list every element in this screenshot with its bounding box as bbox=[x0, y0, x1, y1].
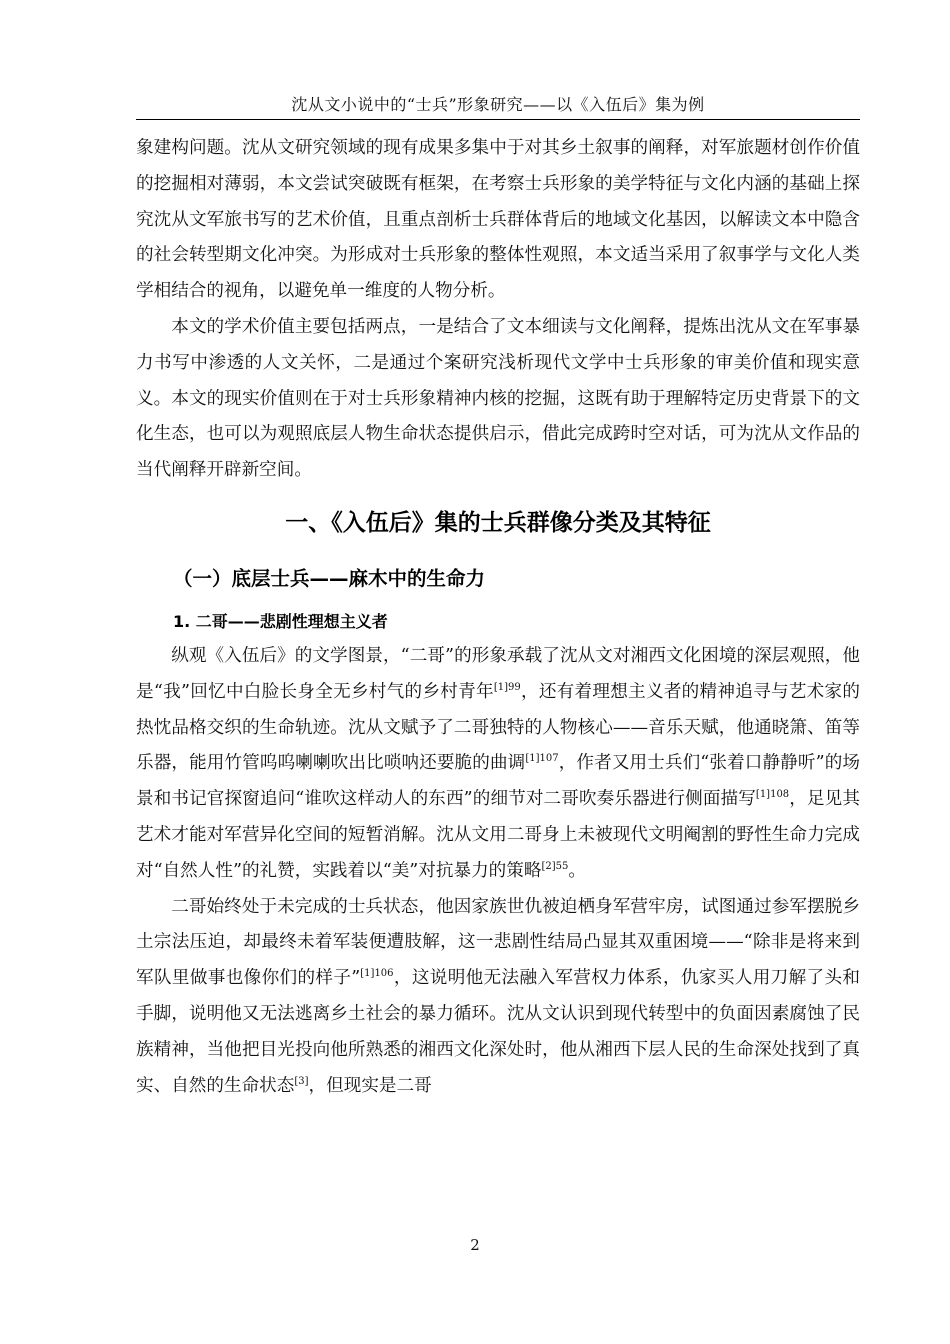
text-run: ，这说明他无法融入军营权力体系，仇家买人用刀解了头和手脚，说明他又无法逃离乡土社会的暴力循环。沈从文认识到现代转型中的负面因素腐蚀了民族精神，当他把目光投向他所熟悉的湘西文化深处时，他从湘西下层人民的生命深处找到了真实、自然的生命状态 bbox=[136, 968, 860, 1096]
paragraph-erge-1 bbox=[136, 639, 860, 890]
running-header: 沈从文小说中的“士兵”形象研究——以《入伍后》集为例 bbox=[136, 92, 860, 120]
citation: [3] bbox=[294, 1075, 309, 1087]
text-run: ，作者又用士兵们“张着口静静听”的场景和书记官探窗追问“谁吹这样动人的东西”的细节对二哥吹奏乐器进行侧面描写 bbox=[136, 753, 860, 810]
citation: [1]99 bbox=[493, 681, 521, 693]
paragraph-erge-2 bbox=[136, 890, 860, 1105]
citation: [2]55 bbox=[541, 860, 569, 872]
subsection-title: （一）底层士兵——麻木中的生命力 bbox=[173, 566, 486, 590]
text-run: 。 bbox=[568, 860, 586, 881]
page-number: 2 bbox=[470, 1236, 480, 1254]
citation: [1]107 bbox=[525, 753, 559, 765]
citation: [1]106 bbox=[360, 968, 394, 980]
text-run: ，但现实是二哥 bbox=[308, 1075, 432, 1096]
body-text bbox=[136, 131, 860, 1104]
intro-paragraph-1: 象建构问题。沈从文研究领域的现有成果多集中于对其乡土叙事的阐释，对军旅题材创作价值的挖掘相对薄弱，本文尝试突破既有框架，在考察士兵形象的美学特征与文化内涵的基础上探究沈从文军旅书写的艺术价值，且重点剖析士兵群体背后的地域文化基因，以解读文本中隐含的社会转型期文化冲突。为形成对士兵形象的整体性观照，本文适当采用了叙事学与文化人类学相结合的视角，以避免单一维度的人物分析。 bbox=[136, 138, 860, 302]
section-title: 一、《入伍后》集的士兵群像分类及其特征 bbox=[285, 509, 711, 536]
text-run: ，还有着理想主义者的精神追寻与艺术家的热忱品格交织的生命轨迹。沈从文赋予了二哥独特的人物核心——音乐天赋，他通晓箫、笛等乐器，能用竹管呜呜喇喇吹出比唢呐还要脆的曲调 bbox=[136, 681, 860, 774]
text-run: 二哥始终处于未完成的士兵状态，他因家族世仇被迫栖身军营牢房，试图通过参军摆脱乡土宗法压迫，却最终未着军装便遭肢解，这一悲剧性结局凸显其双重困境——“除非是将来到军队里做事也像你们的样子” bbox=[136, 896, 860, 989]
intro-paragraph-2: 本文的学术价值主要包括两点，一是结合了文本细读与文化阐释，提炼出沈从文在军事暴力书写中渗透的人文关怀，二是通过个案研究浅析现代文学中士兵形象的审美价值和现实意义。本文的现实价值则在于对士兵形象精神内核的挖掘，这既有助于理解特定历史背景下的文化生态，也可以为观照底层人物生命状态提供启示，借此完成跨时空对话，可为沈从文作品的当代阐释开辟新空间。 bbox=[136, 316, 860, 481]
text-run: ，足见其艺术才能对军营异化空间的短暂消解。沈从文用二哥身上未被现代文明阉割的野性生命力完成对“自然人性”的礼赞，实践着以“美”对抗暴力的策略 bbox=[136, 789, 860, 881]
citation: [1]108 bbox=[755, 789, 790, 801]
text-run: 纵观《入伍后》的文学图景，“二哥”的形象承载了沈从文对湘西文化困境的深层观照，他是“我”回忆中白脸长身全无乡村气的乡村青年 bbox=[136, 645, 860, 702]
item-title: 1. 二哥——悲剧性理想主义者 bbox=[173, 611, 388, 631]
